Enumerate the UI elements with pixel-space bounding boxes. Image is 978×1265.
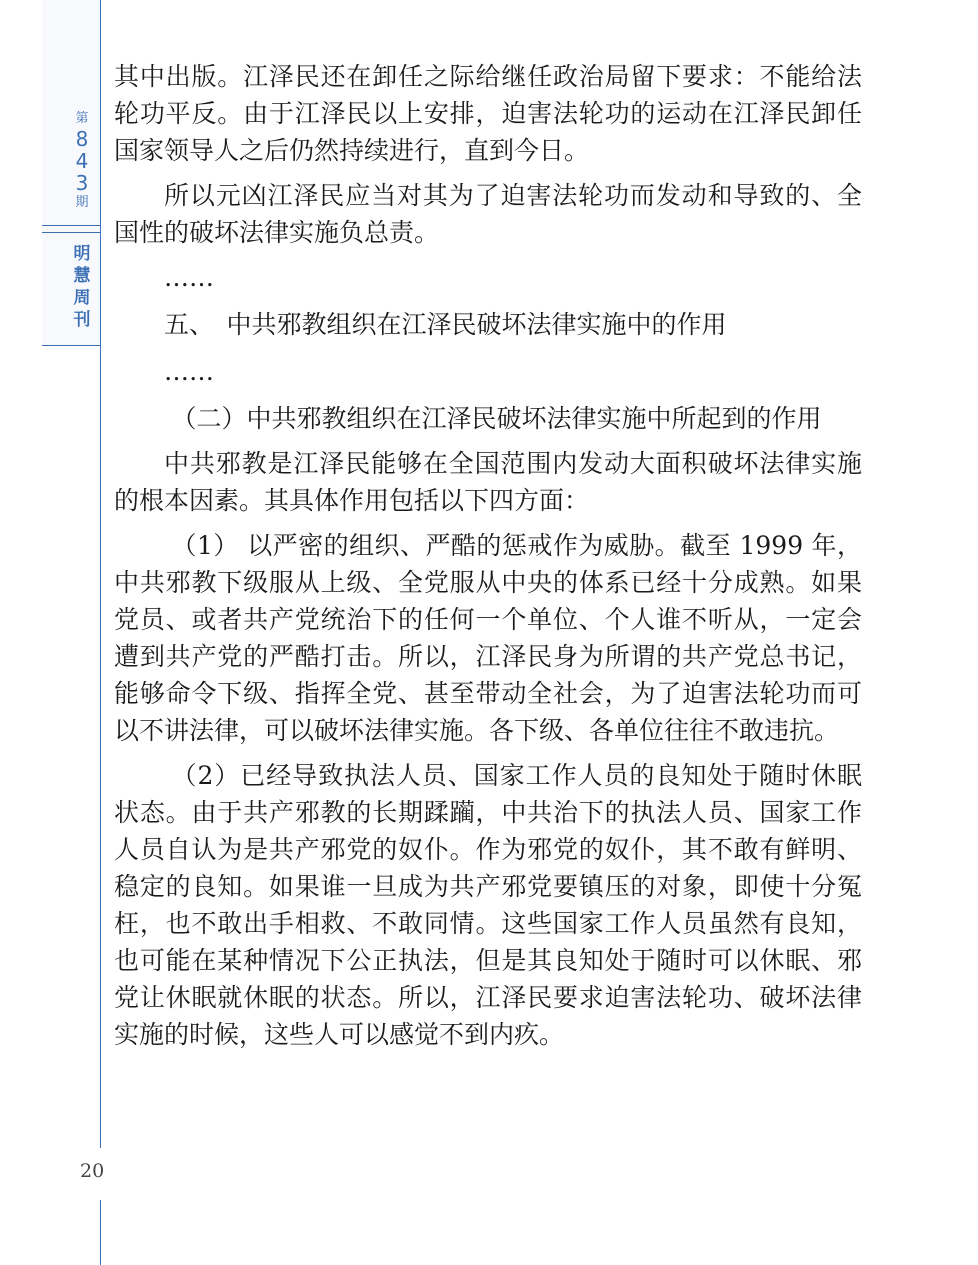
paragraph: （1） 以严密的组织、严酷的惩戒作为威胁。截至 1999 年，中共邪教下级服从上级、全党服从中央的体系已经十分成熟。如果党员、或者共产党统治下的任何一个单位、个人谁不听从，一定会遭到共产党的严酷打击。所以，江泽民身为所谓的共产党总书记，能够命令下级、指挥全党、甚至带动全社会，为了迫害法轮功而可以不讲法律，可以破坏法律实施。各下级、各单位往往不敢违抗。 bbox=[114, 531, 862, 745]
issue-digit: 4 bbox=[75, 149, 89, 173]
sidebar-divider-1 bbox=[42, 225, 100, 226]
subsection-heading: （二）中共邪教组织在江泽民破坏法律实施中所起到的作用 bbox=[171, 404, 822, 433]
magazine-name bbox=[42, 243, 122, 331]
issue-number bbox=[42, 110, 122, 212]
paragraph: （2）已经导致执法人员、国家工作人员的良知处于随时休眠状态。由于共产邪教的长期蹂躏，中共治下的执法人员、国家工作人员自认为是共产邪党的奴仆。作为邪党的奴仆，其不敢有鲜明、稳定的良知。如果谁一旦成为共产邪党要镇压的对象，即使十分冤枉，也不敢出手相救、不敢同情。这些国家工作人员虽然有良知，也可能在某种情况下公正执法，但是其良知处于随时可以休眠、邪党让休眠就休眠的状态。所以，江泽民要求迫害法轮功、破坏法律实施的时候，这些人可以感觉不到内疚。 bbox=[114, 761, 862, 1049]
paragraph: 中共邪教是江泽民能够在全国范围内发动大面积破坏法律实施的根本因素。其具体作用包括以下四方面： bbox=[114, 449, 862, 515]
magazine-char: 刊 bbox=[73, 310, 91, 330]
article-body bbox=[114, 58, 862, 1061]
paragraph: 所以元凶江泽民应当对其为了迫害法轮功而发动和导致的、全国性的破坏法律实施负总责。 bbox=[114, 181, 862, 247]
issue-prefix: 第 bbox=[75, 111, 89, 126]
sidebar-divider-2 bbox=[42, 232, 100, 233]
issue-digit: 3 bbox=[75, 171, 89, 195]
page-number: 20 bbox=[80, 1160, 105, 1182]
sidebar-divider-3 bbox=[42, 345, 100, 346]
magazine-char: 慧 bbox=[73, 266, 91, 286]
paragraph: 其中出版。江泽民还在卸任之际给继任政治局留下要求：不能给法轮功平反。由于江泽民以上安排，迫害法轮功的运动在江泽民卸任国家领导人之后仍然持续进行，直到今日。 bbox=[114, 62, 862, 165]
magazine-char: 周 bbox=[73, 288, 91, 308]
margin-rule-bottom bbox=[100, 1200, 101, 1265]
ellipsis: …… bbox=[164, 263, 214, 292]
issue-suffix: 期 bbox=[75, 195, 89, 210]
ellipsis: …… bbox=[164, 357, 214, 386]
issue-digit: 8 bbox=[75, 127, 89, 151]
magazine-char: 明 bbox=[73, 244, 91, 264]
section-heading: 五、 中共邪教组织在江泽民破坏法律实施中的作用 bbox=[164, 310, 727, 339]
